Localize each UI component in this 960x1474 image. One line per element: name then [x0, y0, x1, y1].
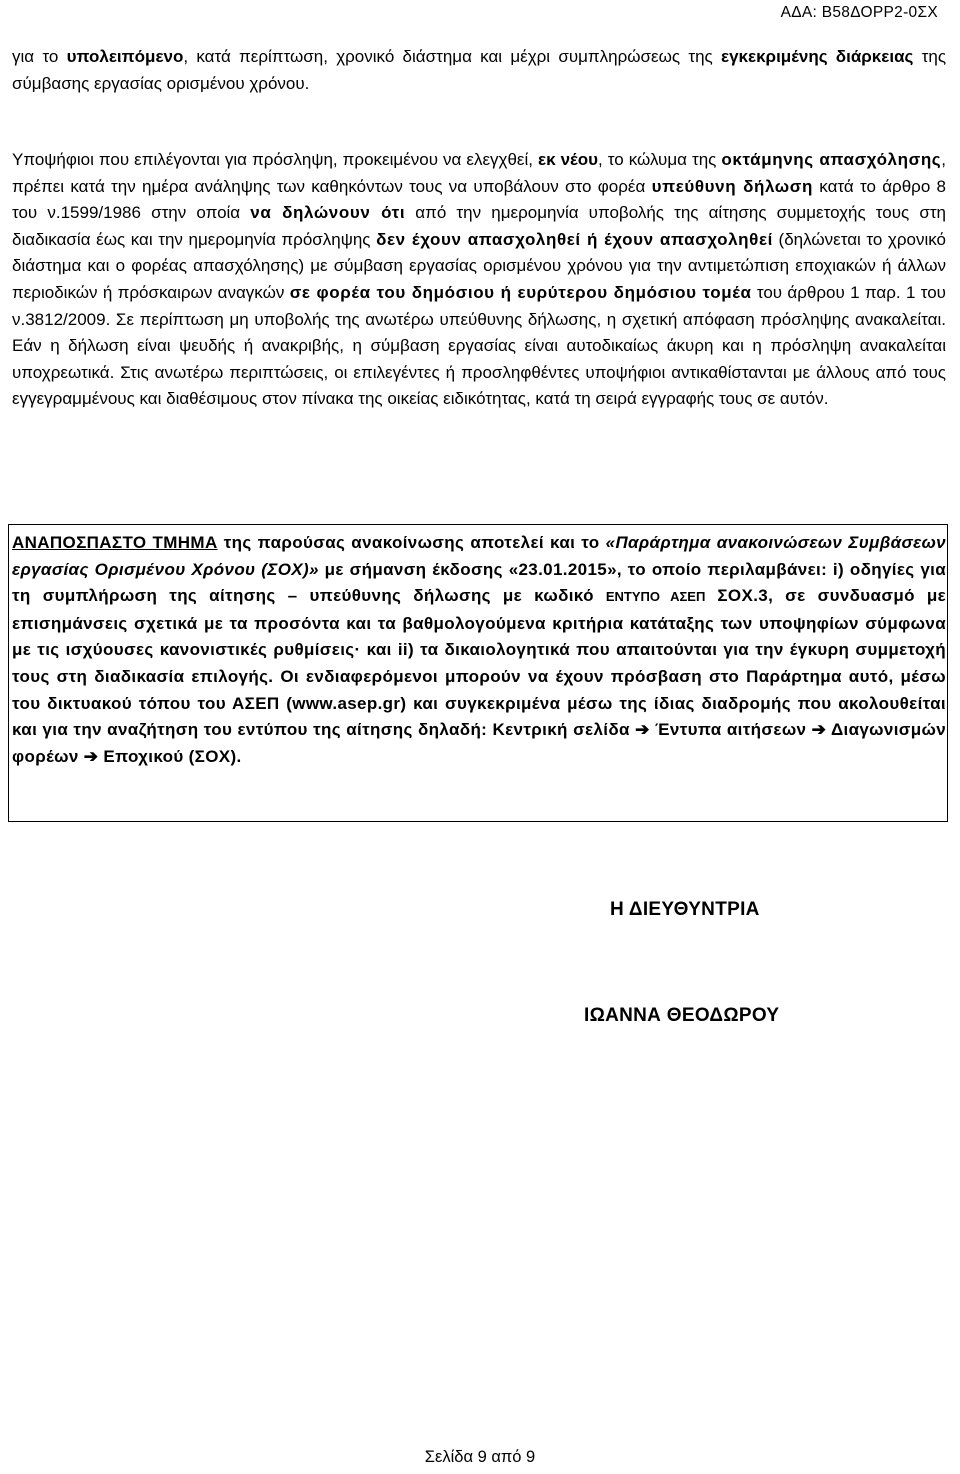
page-number: Σελίδα 9 από 9: [424, 1448, 536, 1466]
paragraph-declaration: Υποψήφιοι που επιλέγονται για πρόσληψη, προκειμένου να ελεγχθεί, εκ νέου, το κώλυμα της οκτάμηνης απασχόλησης, πρέπει κατά την ημέρα ανάληψης των καθηκόντων τους να υποβάλουν στο φορέα υπεύθυνη δήλωση κατά το άρθρο 8 του ν.1599/1986 στην οποία να δηλώνουν ότι από την ημερομηνία υποβολής της αίτησης συμμετοχής τους στη διαδικασία έως και την ημερομηνία πρόσληψης δεν έχουν απασχοληθεί ή έχουν απασχοληθεί (δηλώνεται το χρονικό διάστημα και ο φορέας απασχόλησης) με σύμβαση εργασίας ορισμένου χρόνου για την αντιμετώπιση εποχιακών ή άλλων περιοδικών ή πρόσκαιρων αναγκών σε φορέα του δημόσιου ή ευρύτερου δημόσιου τομέα του άρθρου 1 παρ. 1 του ν.3812/2009. Σε περίπτωση μη υποβολής της ανωτέρω υπεύθυνης δήλωσης, η σχετική απόφαση πρόσληψης ανακαλείται. Εάν η δήλωση είναι ψευδής ή ανακριβής, η σύμβαση εργασίας είναι αυτοδικαίως άκυρη και η πρόσληψη ανακαλείται υποχρεωτικά. Στις ανωτέρω περιπτώσεις, οι επιλεγέντες ή προσληφθέντες υποψήφιοι αντικαθίστανται με άλλους από τους εγγεγραμμένους και διαθέσιμους στον πίνακα της οικείας ειδικότητας, κατά τη σειρά εγγραφής τους σε αυτόν.: [12, 150, 947, 409]
annex-notice-text: ΑΝΑΠΟΣΠΑΣΤΟ ΤΜΗΜΑ της παρούσας ανακοίνωσης αποτελεί και το «Παράρτημα ανακοινώσεων Συμβάσεων εργασίας Ορισμένου Χρόνου (ΣΟΧ)» με σήμανση έκδοσης «23.01.2015», το οποίο περιλαμβάνει: i) οδηγίες για τη συμπλήρωση της αίτησης – υπεύθυνης δήλωσης με κωδικό ΕΝΤΥΠΟ ΑΣΕΠ ΣΟΧ.3, σε συνδυασμό με επισημάνσεις σχετικά με τα προσόντα και τα βαθμολογούμενα κριτήρια κατάταξης των υποψηφίων σύμφωνα με τις ισχύουσες κανονιστικές ρυθμίσεις· και ii) τα δικαιολογητικά που απαιτούνται για την έγκυρη συμμετοχή τους στη διαδικασία επιλογής. Οι ενδιαφερόμενοι μπορούν να έχουν πρόσβαση στο Παράρτημα αυτό, μέσω του δικτυακού τόπου του ΑΣΕΠ (www.asep.gr) και συγκεκριμένα μέσω της ίδιας διαδρομής που ακολουθείται και για την αναζήτηση του εντύπου της αίτησης δηλαδή: Κεντρική σελίδα ➔ Έντυπα αιτήσεων ➔ Διαγωνισμών φορέων ➔ Εποχικού (ΣΟΧ).: [12, 533, 947, 766]
paragraph-continuation: για το υπολειπόμενο, κατά περίπτωση, χρονικό διάστημα και μέχρι συμπληρώσεως της εγκεκριμένης διάρκειας της σύμβασης εργασίας ορισμένου χρόνου.: [12, 47, 947, 93]
signatory-name: ΙΩΑΝΝΑ ΘΕΟΔΩΡΟΥ: [584, 1005, 780, 1026]
ada-code: ΑΔΑ: Β58ΔΟΡΡ2-0ΣΧ: [780, 4, 938, 21]
signatory-title: Η ΔΙΕΥΘΥΝΤΡΙΑ: [610, 899, 760, 920]
arrow-right-icon: ➔: [635, 720, 650, 740]
arrow-right-icon: ➔: [83, 746, 99, 766]
arrow-right-icon: ➔: [811, 720, 827, 740]
